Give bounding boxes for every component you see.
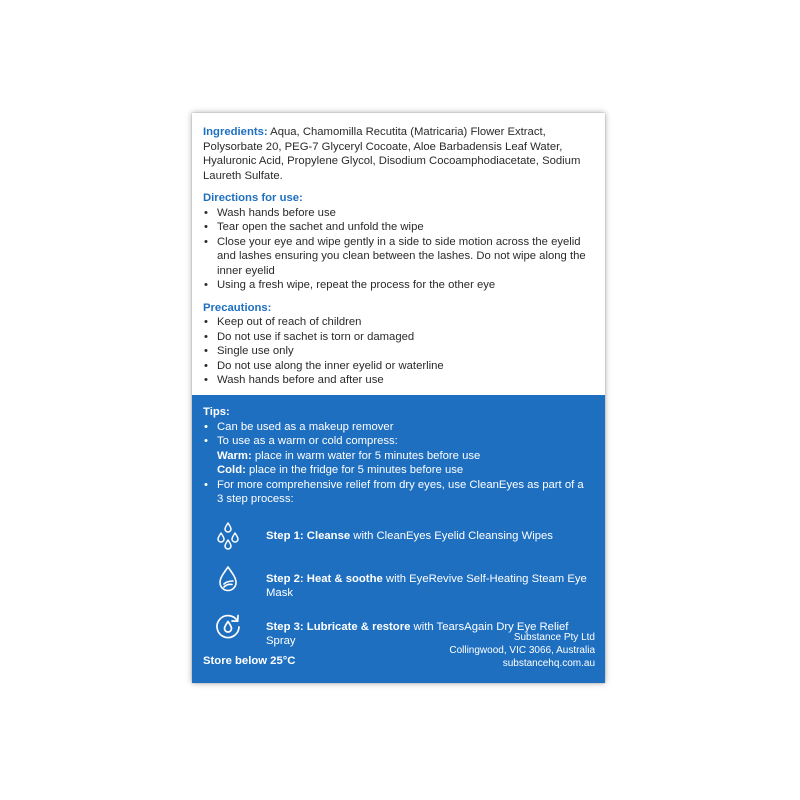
tips-title: Tips: xyxy=(203,406,230,418)
step-2 xyxy=(203,564,591,601)
cold-text: place in the fridge for 5 minutes before use xyxy=(245,464,464,476)
list-item: • Wash hands before use xyxy=(203,206,591,221)
step-1 xyxy=(203,521,591,553)
list-item: • For more comprehensive relief from dry eyes, use CleanEyes as part of a 3 step process: xyxy=(203,478,591,507)
cold-label: Cold: xyxy=(217,464,246,476)
list-item: • Close your eye and wipe gently in a side to side motion across the eyelid and lashes ensuring you clean between the lashes. Do not wipe along the inner eyelid xyxy=(203,235,591,279)
step-2-description: with EyeRevive Self-Heating Steam Eye Mask xyxy=(266,572,587,599)
tips-section xyxy=(192,395,605,683)
warm-compress-line xyxy=(203,449,591,464)
tips-list xyxy=(203,420,591,449)
refresh-droplet-icon xyxy=(213,612,243,642)
ingredients-paragraph xyxy=(203,125,591,183)
warm-text: place in warm water for 5 minutes before use xyxy=(251,449,481,462)
list-item: • Do not use if sachet is torn or damaged xyxy=(203,330,591,345)
step-3-label: Step 3: Lubricate & restore xyxy=(266,620,411,633)
list-item: • To use as a warm or cold compress: xyxy=(203,434,591,449)
list-item: • Wash hands before and after use xyxy=(203,373,591,388)
directions-list xyxy=(203,206,591,293)
company-name: Substance Pty Ltd xyxy=(513,632,595,643)
storage-note: Store below 25°C xyxy=(203,654,296,667)
list-item: • Keep out of reach of children xyxy=(203,315,591,330)
list-item: • Tear open the sachet and unfold the wipe xyxy=(203,220,591,235)
precautions-list xyxy=(203,315,591,388)
company-website: substancehq.com.au xyxy=(502,658,595,669)
warm-label: Warm: xyxy=(217,449,252,462)
ingredients-text: Aqua, Chamomilla Recutita (Matricaria) Flower Extract, Polysorbate 20, PEG-7 Glyceryl Cocoate, Aloe Barbadensis Leaf Water, Hyaluronic Acid, Propylene Glycol, Disodium Cocoamphodiacetate, Sodium Laureth Sulfate. xyxy=(203,126,581,182)
list-item: • Using a fresh wipe, repeat the process for the other eye xyxy=(203,278,591,293)
list-item: • Single use only xyxy=(203,344,591,359)
company-info xyxy=(449,631,595,670)
info-section xyxy=(192,113,605,395)
step-1-label: Step 1: Cleanse xyxy=(266,529,351,542)
precautions-title: Precautions: xyxy=(203,301,272,314)
step-2-text xyxy=(266,564,591,601)
step-2-label: Step 2: Heat & soothe xyxy=(266,572,383,585)
tips-list-continued xyxy=(203,478,591,507)
droplets-icon xyxy=(213,521,243,551)
heat-droplet-icon xyxy=(213,564,243,594)
cold-compress-line xyxy=(203,463,591,478)
company-address: Collingwood, VIC 3066, Australia xyxy=(449,645,595,656)
list-item: • Do not use along the inner eyelid or waterline xyxy=(203,359,591,374)
step-3-description: with TearsAgain Dry Eye Relief Spray xyxy=(266,620,569,647)
steps-list xyxy=(203,521,591,649)
step-1-description: with CleanEyes Eyelid Cleansing Wipes xyxy=(350,529,553,542)
ingredients-label: Ingredients: xyxy=(203,126,268,138)
list-item: • Can be used as a makeup remover xyxy=(203,420,591,435)
step-1-text xyxy=(266,521,553,544)
product-label-panel xyxy=(192,113,605,683)
directions-title: Directions for use: xyxy=(203,192,303,204)
